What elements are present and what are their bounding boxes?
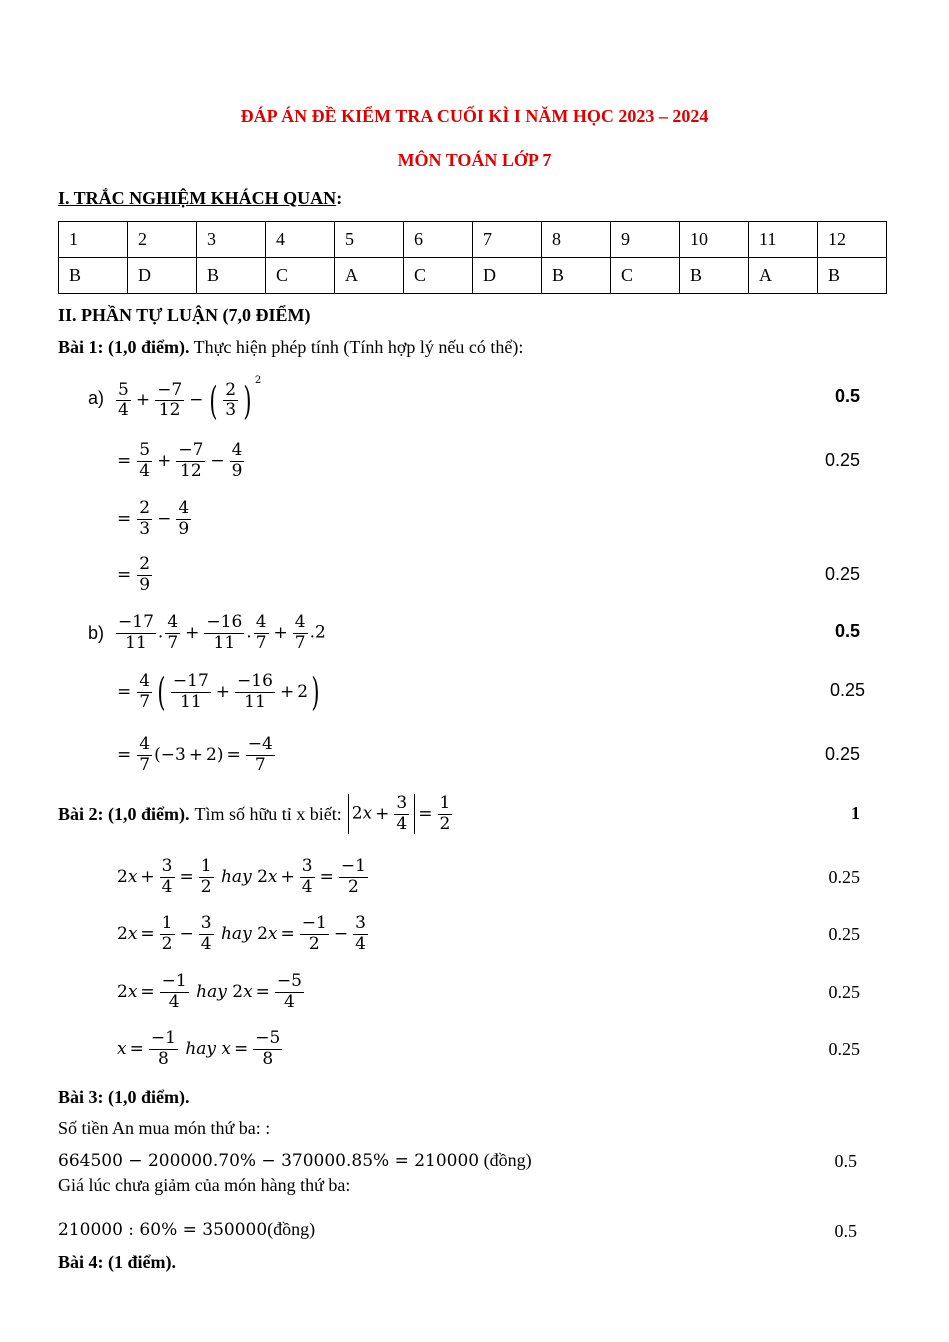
hay-word: hay	[220, 924, 252, 944]
bai1-title: Bài 1: (1,0 điểm).	[58, 337, 190, 357]
bai1-score: 0.25	[829, 680, 865, 700]
answer-key: C	[266, 258, 335, 294]
bai1-description: Thực hiện phép tính (Tính hợp lý nếu có thể):	[193, 337, 524, 357]
answer-table	[58, 221, 887, 294]
bai1a-label: a)	[88, 387, 105, 408]
question-number: 3	[197, 222, 266, 258]
bai3-unit1: (đồng)	[483, 1150, 532, 1170]
bai3-calc2: 210000 : 60% = 350000	[58, 1220, 268, 1240]
bai1-score: 0.25	[824, 450, 860, 470]
bai4-title: Bài 4: (1 điểm).	[58, 1252, 176, 1272]
bai1a-step2: = $\frac{2}{3}$ − $\frac{4}{9}$	[117, 497, 190, 539]
bai2-score: 0.25	[828, 867, 860, 887]
bai1b-label: b)	[88, 622, 105, 643]
bai1b-step2: = $\frac{4}{7}$ (−3 + 2) = $\frac{-4}{7}$	[117, 733, 273, 775]
question-number: 8	[542, 222, 611, 258]
bai1a-step1: = $\frac{5}{4}$ + $\frac{-7}{12}$ − $\frac{4}{9}$	[117, 439, 243, 481]
answer-key: D	[473, 258, 542, 294]
bai3-calc1-row	[58, 1150, 532, 1171]
question-number: 1	[59, 222, 128, 258]
bai2-step3: 2 x = $\frac{-1}{4}$ hay 2 x = $\frac{-5}{4}$	[117, 970, 302, 1012]
bai3-line1: Số tiền An mua món thứ ba: :	[58, 1118, 271, 1138]
page-title: ĐÁP ÁN ĐỀ KIỂM TRA CUỐI KÌ I NĂM HỌC 2023 – 2024	[240, 106, 709, 126]
answer-key: A	[749, 258, 818, 294]
answer-key: A	[335, 258, 404, 294]
answer-table-answers-row	[59, 258, 887, 294]
answer-key: C	[404, 258, 473, 294]
section1-heading	[58, 188, 342, 209]
question-number: 9	[611, 222, 680, 258]
bai2-description: Tìm số hữu tỉ x biết:	[194, 803, 342, 824]
section1-heading-colon: :	[336, 188, 343, 208]
question-number: 10	[680, 222, 749, 258]
question-number: 4	[266, 222, 335, 258]
bai1-score: 0.25	[824, 744, 860, 764]
bai2-score: 0.25	[828, 924, 860, 944]
bai2-title: Bài 2: (1,0 điểm).	[58, 803, 190, 824]
question-number: 5	[335, 222, 404, 258]
bai1a-step3: = $\frac{2}{9}$	[117, 553, 151, 595]
bai1-score: 0.5	[834, 386, 860, 406]
bai3-score: 0.5	[834, 1221, 857, 1241]
answer-key: D	[128, 258, 197, 294]
answer-key: B	[59, 258, 128, 294]
page-subtitle: MÔN TOÁN LỚP 7	[397, 150, 552, 170]
answer-key: B	[680, 258, 749, 294]
section2-heading: II. PHẦN TỰ LUẬN (7,0 ĐIỂM)	[58, 305, 311, 325]
bai1b-step1: = $\frac{4}{7}$ ( $\frac{-17}{11}$ + $\frac{-16}{11}$ + 2 )	[117, 670, 320, 714]
bai3-calc1: 664500 − 200000.70% − 370000.85% = 210000	[58, 1151, 480, 1171]
bai1-header	[58, 337, 523, 358]
bai1-score: 0.5	[834, 621, 860, 641]
bai2-score: 0.25	[828, 982, 860, 1002]
bai3-line2: Giá lúc chưa giảm của món hàng thứ ba:	[58, 1175, 351, 1195]
bai2-step2: 2 x = $\frac{1}{2}$ − $\frac{3}{4}$ hay 2 x = $\frac{-1}{2}$ − $\frac{3}{4}$	[117, 912, 366, 954]
bai3-unit2: (đồng)	[267, 1219, 316, 1239]
question-number: 6	[404, 222, 473, 258]
answer-key: B	[542, 258, 611, 294]
question-number: 7	[473, 222, 542, 258]
bai1-score: 0.25	[824, 564, 860, 584]
bai3-calc2-row	[58, 1219, 315, 1240]
bai2-header: Bài 2: (1,0 điểm). Tìm số hữu tỉ x biết: 2x + $\frac{3}{4}$ = $\frac{1}{2}$	[58, 792, 451, 834]
hay-word: hay	[220, 867, 252, 887]
bai2-score-main: 1	[851, 803, 860, 823]
question-number: 12	[818, 222, 887, 258]
bai1b-expression: b) $\frac{-17}{11}$ . $\frac{4}{7}$ + $\frac{-16}{11}$ . $\frac{4}{7}$ + $\frac{4}{7}$ .2	[88, 611, 326, 653]
bai2-step1: 2 x + $\frac{3}{4}$ = $\frac{1}{2}$ hay 2 x + $\frac{3}{4}$ = $\frac{-1}{2}$	[117, 855, 366, 897]
section1-heading-text: I. TRẮC NGHIỆM KHÁCH QUAN	[58, 188, 337, 208]
question-number: 11	[749, 222, 818, 258]
bai2-score: 0.25	[828, 1039, 860, 1059]
hay-word: hay	[185, 1039, 217, 1059]
bai2-step4: x = $\frac{-1}{8}$ hay x = $\frac{-5}{8}$	[117, 1027, 281, 1069]
bai3-title: Bài 3: (1,0 điểm).	[58, 1087, 190, 1107]
hay-word: hay	[196, 982, 227, 1002]
bai3-score: 0.5	[834, 1151, 857, 1171]
answer-key: B	[197, 258, 266, 294]
question-number: 2	[128, 222, 197, 258]
bai1a-expression: a) $\frac{5}{4}$ + $\frac{-7}{12}$ − ( $\frac{2}{3}$ ) $^2$	[88, 375, 262, 423]
answer-key: C	[611, 258, 680, 294]
answer-key: B	[818, 258, 887, 294]
answer-table-questions-row	[59, 222, 887, 258]
